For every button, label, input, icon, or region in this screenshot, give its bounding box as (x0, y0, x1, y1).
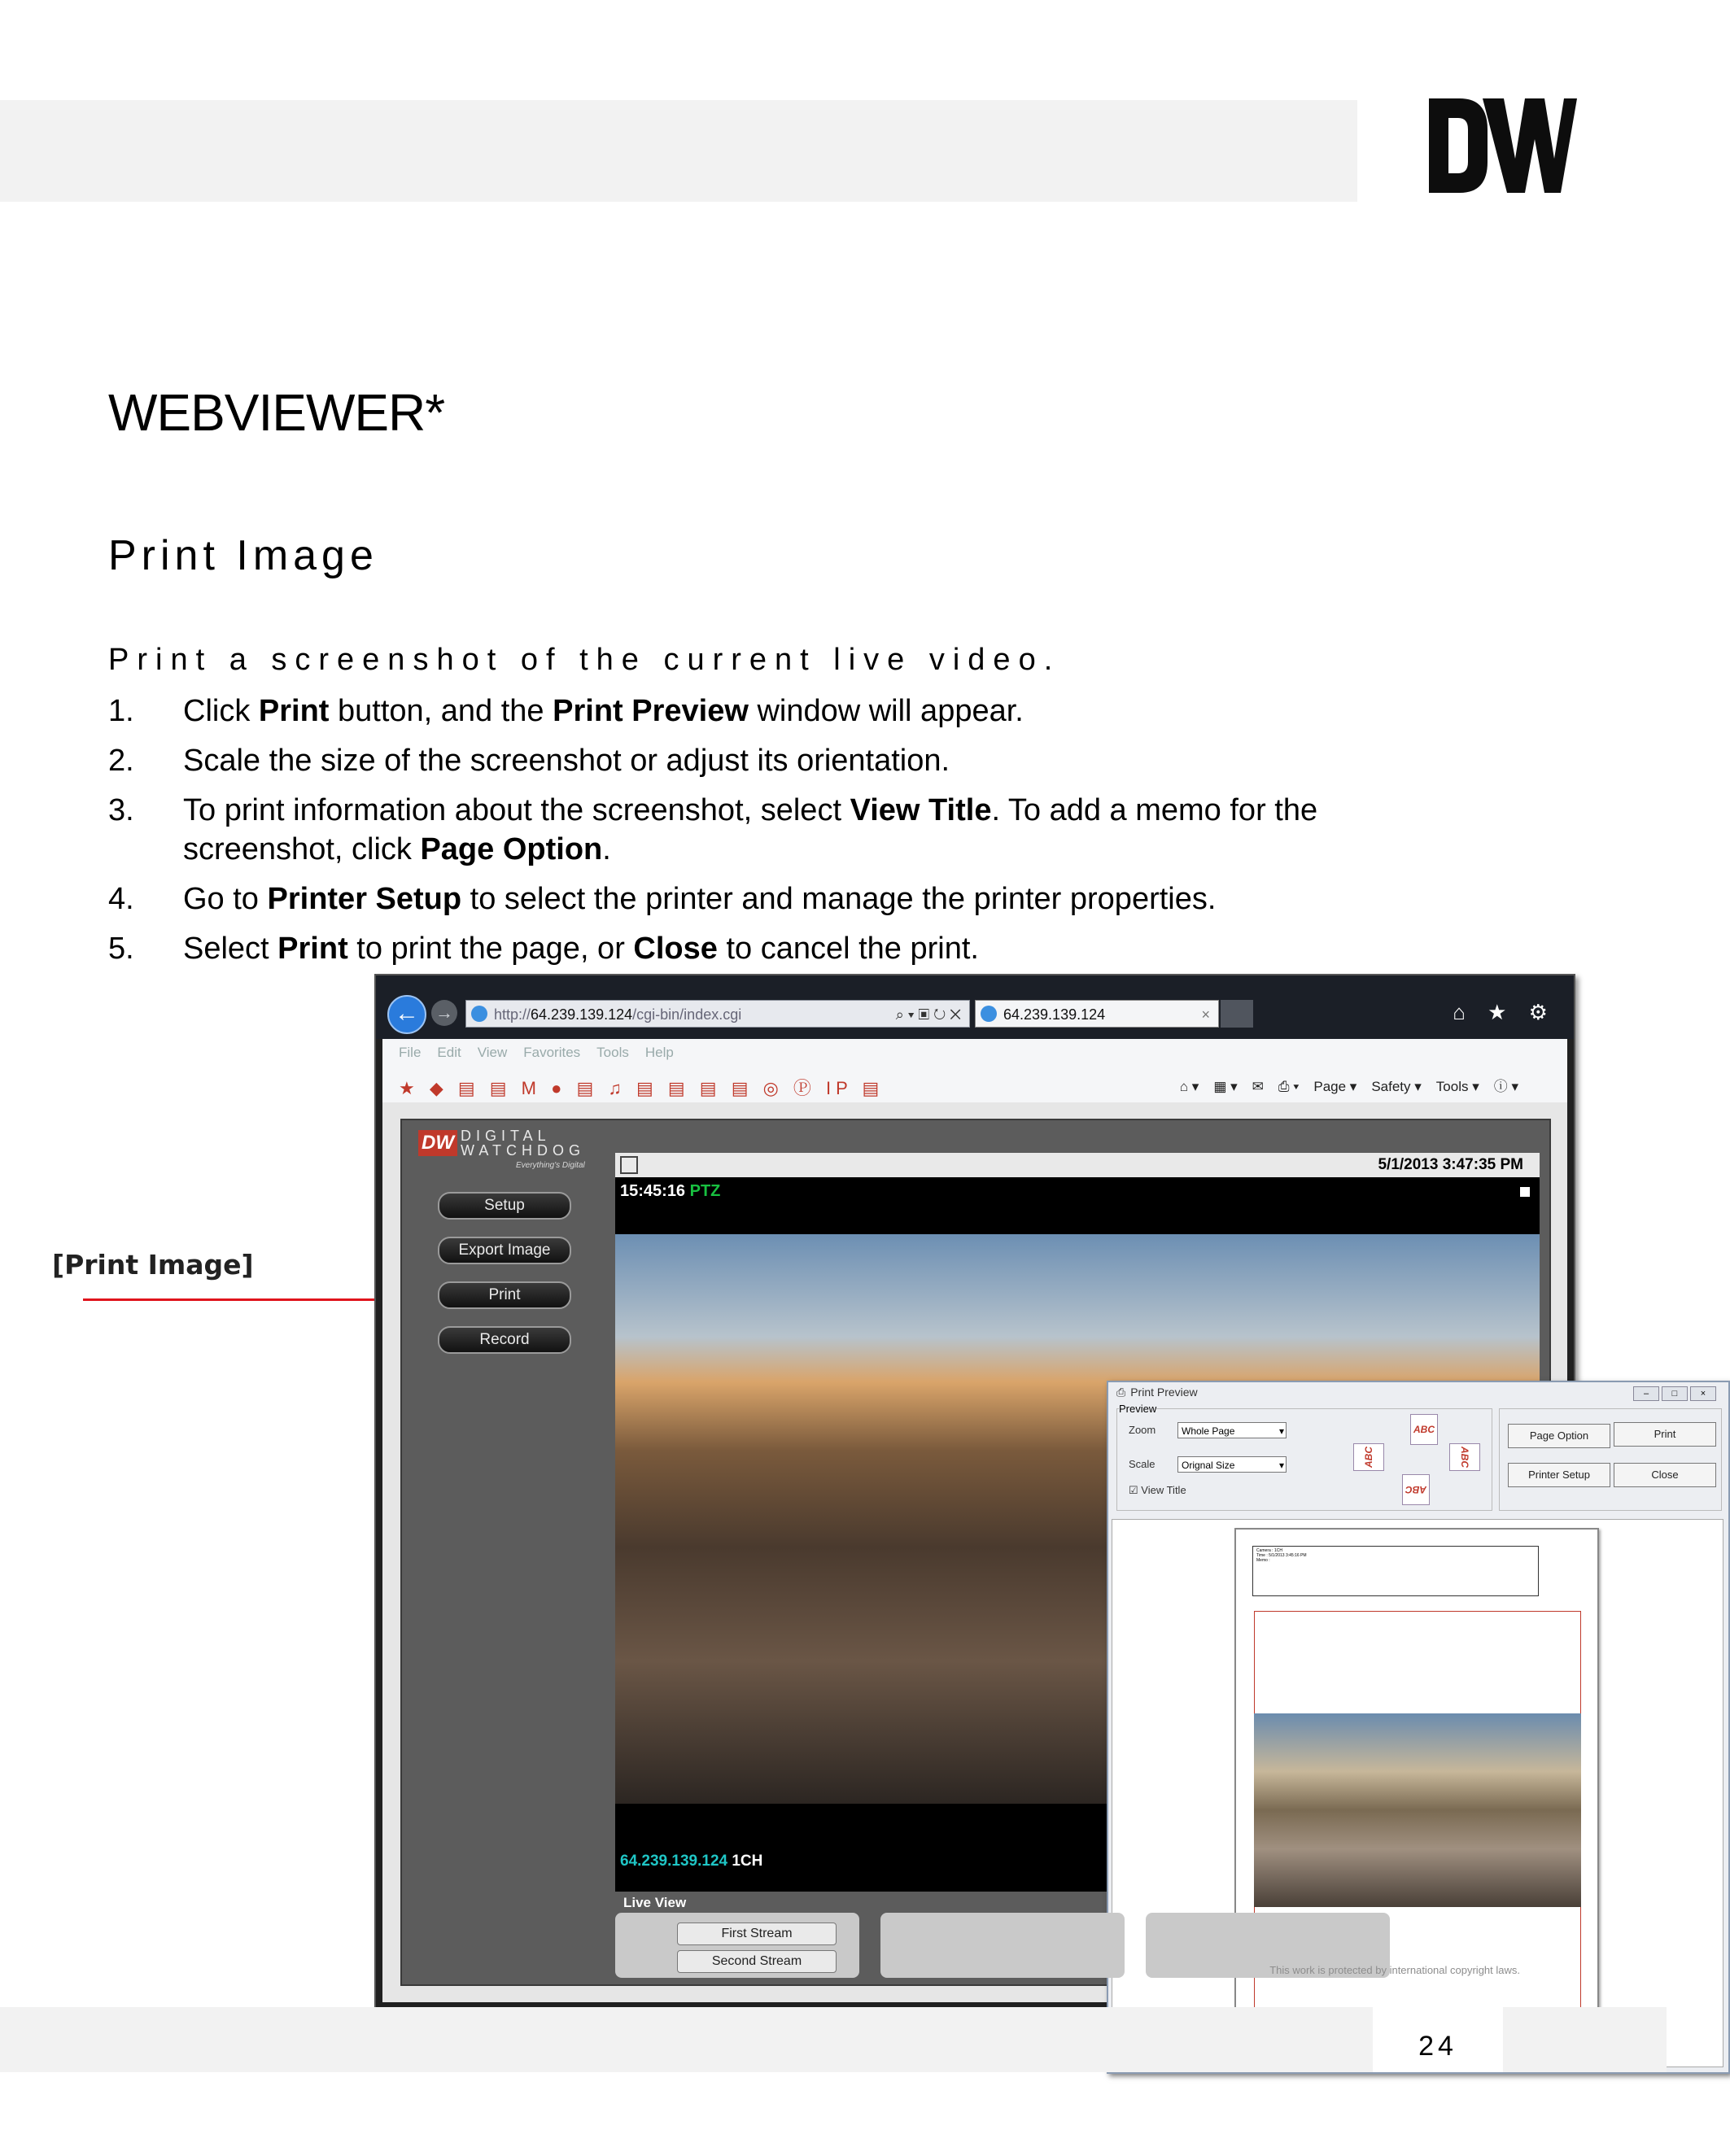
second-stream-button[interactable]: Second Stream (677, 1950, 837, 1973)
print-preview-title: ⎙ Print Preview (1116, 1386, 1198, 1399)
menu-item[interactable]: Tools (596, 1045, 629, 1060)
instruction-steps (108, 692, 1426, 979)
page-option-button[interactable]: Page Option (1508, 1424, 1610, 1448)
zoom-select[interactable]: Whole Page ▾ (1177, 1422, 1287, 1438)
close-button[interactable]: Close (1614, 1463, 1716, 1487)
step-item: 3. To print information about the screenshot, select View Title. To add a memo for the screenshot, click Page Option. (108, 793, 1318, 866)
back-arrow-icon[interactable]: ← (387, 995, 426, 1034)
print-image-callout: [Print Image] (52, 1249, 254, 1281)
command-item[interactable]: Page ▾ (1313, 1079, 1357, 1094)
live-view-label: Live View (623, 1895, 687, 1910)
webviewer-app (400, 1119, 1706, 1986)
new-tab-button[interactable] (1221, 1000, 1253, 1028)
intro-text: Print a screenshot of the current live video. (108, 643, 1061, 677)
setup-button[interactable]: Setup (438, 1192, 571, 1220)
print-actions (1499, 1408, 1722, 1511)
record-button[interactable]: Record (438, 1326, 571, 1354)
page-number: 24 (1418, 2031, 1457, 2062)
menu-item[interactable]: Edit (437, 1045, 461, 1060)
window-controls (1631, 1386, 1720, 1400)
favorites-icons[interactable]: ★ ◆ ▤ ▤ M ● ▤ ♫ ▤ ▤ ▤ ▤ ◎ Ⓟ IP ▤ (399, 1078, 885, 1098)
section-heading: Print Image (108, 532, 378, 579)
command-item[interactable]: Safety ▾ (1371, 1079, 1422, 1094)
dw-logo (1426, 94, 1577, 198)
live-video-panel (615, 1153, 1706, 1892)
forward-arrow-icon[interactable]: → (431, 1000, 457, 1026)
step-item: 4. Go to Printer Setup to select the printer and manage the printer properties. (108, 882, 1217, 916)
preview-image (1254, 1713, 1581, 1907)
close-icon[interactable]: × (1690, 1386, 1716, 1401)
address-tools-icon[interactable]: ⌕ ▾ ▣ ↻ ✕ (895, 1006, 961, 1023)
menu-item[interactable]: Help (644, 1045, 674, 1060)
step-item: 5. Select Print to print the page, or Close to cancel the print. (108, 932, 979, 966)
maximize-icon[interactable]: □ (1662, 1386, 1688, 1401)
orientation-right-icon[interactable]: ABC (1449, 1443, 1480, 1471)
orientation-normal-icon[interactable]: ABC (1410, 1414, 1438, 1445)
home-favorites-settings-icons[interactable]: ⌂ ★ ⚙ (1453, 1000, 1556, 1024)
command-item[interactable]: ▦ ▾ (1213, 1079, 1238, 1094)
menu-item[interactable]: View (477, 1045, 508, 1060)
menu-item[interactable]: Favorites (523, 1045, 581, 1060)
ie-icon (981, 1006, 997, 1022)
command-item[interactable]: ⌂ ▾ (1179, 1079, 1199, 1094)
print-button[interactable]: Print (438, 1281, 571, 1309)
callout-line (83, 1298, 408, 1301)
stream-panel (615, 1913, 859, 1978)
fullscreen-icon[interactable] (620, 1156, 638, 1174)
command-bar (1165, 1075, 1518, 1095)
print-title-box: Camera : 1CH Time : 5/1/2013 3:45:16 PM Memo : (1252, 1546, 1539, 1596)
step-item: 2. Scale the size of the screenshot or adjust its orientation. (108, 744, 950, 778)
video-status-indicator (1520, 1187, 1530, 1197)
printer-setup-button[interactable]: Printer Setup (1508, 1463, 1610, 1487)
close-tab-icon[interactable]: × (1201, 1006, 1210, 1023)
digital-watchdog-logo: DW DIGITAL WATCHDOG Everything's Digital (418, 1130, 589, 1176)
print-preview-area (1112, 1519, 1723, 2067)
live-view-bar (615, 1895, 1540, 1979)
first-stream-button[interactable]: First Stream (677, 1923, 837, 1945)
browser-titlebar (376, 975, 1574, 1039)
command-item[interactable]: ⎙ ▾ (1278, 1079, 1300, 1094)
print-dialog-button[interactable]: Print (1614, 1422, 1716, 1447)
page-title: WEBVIEWER* (108, 383, 445, 442)
scale-select[interactable]: Orignal Size ▾ (1177, 1456, 1287, 1473)
webviewer-screenshot (374, 974, 1706, 2010)
browser-tab[interactable]: 64.239.139.124 × (975, 1000, 1219, 1028)
empty-panel (880, 1913, 1125, 1978)
export-image-button[interactable]: Export Image (438, 1237, 571, 1264)
favorites-bar (382, 1067, 1567, 1103)
browser-menubar (382, 1039, 1567, 1067)
video-datetime: 5/1/2013 3:47:35 PM (1378, 1156, 1523, 1173)
video-timestamp: 15:45:16 PTZ (620, 1182, 721, 1200)
video-ip-label: 64.239.139.124 1CH (620, 1853, 763, 1870)
menu-item[interactable]: File (399, 1045, 422, 1060)
minimize-icon[interactable]: – (1633, 1386, 1659, 1401)
view-title-checkbox[interactable]: ☑ View Title (1129, 1484, 1186, 1496)
command-item[interactable]: ⓘ ▾ (1493, 1079, 1518, 1094)
header-band (0, 100, 1357, 202)
copyright-watermark: This work is protected by international copyright laws. (1269, 1964, 1520, 1976)
ie-icon (471, 1006, 487, 1022)
video-header (615, 1153, 1540, 1177)
orientation-left-icon[interactable]: ABC (1353, 1443, 1384, 1471)
step-item: 1. Click Print button, and the Print Preview window will appear. (108, 694, 1024, 728)
command-item[interactable]: Tools ▾ (1435, 1079, 1479, 1094)
address-bar[interactable]: http://64.239.139.124/cgi-bin/index.cgi ⌕ ▾ ▣ ↻ ✕ (465, 1000, 970, 1028)
preview-group: Preview Zoom Whole Page ▾ Scale Orignal Size ▾ ☑ View Title ABC ABC ABC ABC (1116, 1408, 1492, 1511)
command-item[interactable]: ✉ (1252, 1079, 1264, 1094)
orientation-flip-icon[interactable]: ABC (1402, 1474, 1430, 1505)
browser-page (382, 1102, 1706, 2002)
